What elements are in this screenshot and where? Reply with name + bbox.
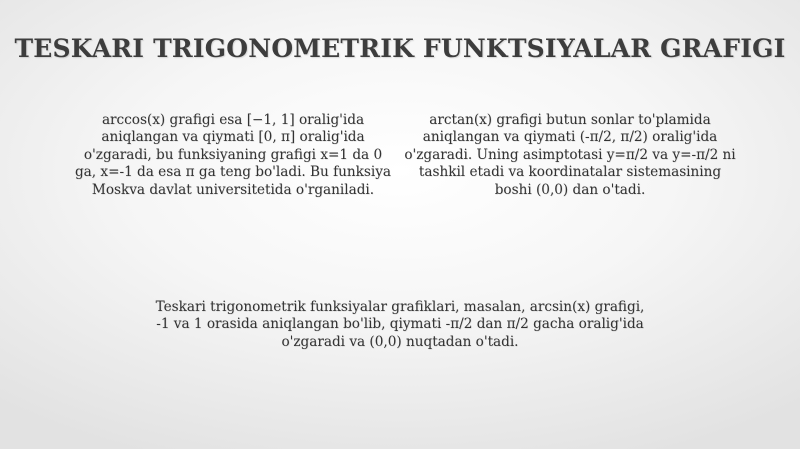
paragraph-line: boshi (0,0) dan o'tadi. — [494, 181, 646, 198]
paragraph-line: arccos(x) grafigi esa [−1, 1] oralig'ida — [101, 112, 365, 128]
paragraph-line: o'zgaradi. Uning asimptotasi y=π/2 va y=-π/2 ni — [404, 146, 736, 163]
paragraph-line: o'zgaradi, bu funksiyaning grafigi x=1 da 0 — [83, 146, 383, 163]
paragraph-line: Moskva davlat universitetida o'rganiladi. — [91, 181, 375, 198]
paragraph-line: aniqlangan va qiymati (-π/2, π/2) oralig'ida — [422, 129, 718, 146]
arccos-paragraph — [48, 112, 418, 199]
paragraph-line: o'zgaradi va (0,0) nuqtadan o'tadi. — [281, 333, 519, 350]
paragraph-line: arctan(x) grafigi butun sonlar to'plamida — [429, 112, 711, 128]
arctan-paragraph — [400, 112, 740, 199]
arcsin-paragraph — [130, 299, 670, 351]
paragraph-line: Teskari trigonometrik funksiyalar grafiklari, masalan, arcsin(x) grafigi, — [155, 299, 645, 315]
paragraph-line: -1 va 1 orasida aniqlangan bo'lib, qiymati -π/2 dan π/2 gacha oralig'ida — [156, 316, 644, 333]
paragraph-line: tashkil etadi va koordinatalar sistemasining — [418, 164, 722, 181]
slide-title: TESKARI TRIGONOMETRIK FUNKTSIYALAR GRAFIGI — [14, 34, 786, 63]
paragraph-line: aniqlangan va qiymati [0, π] oralig'ida — [101, 129, 365, 146]
paragraph-line: ga, x=-1 da esa π ga teng bo'ladi. Bu funksiya — [74, 164, 392, 181]
